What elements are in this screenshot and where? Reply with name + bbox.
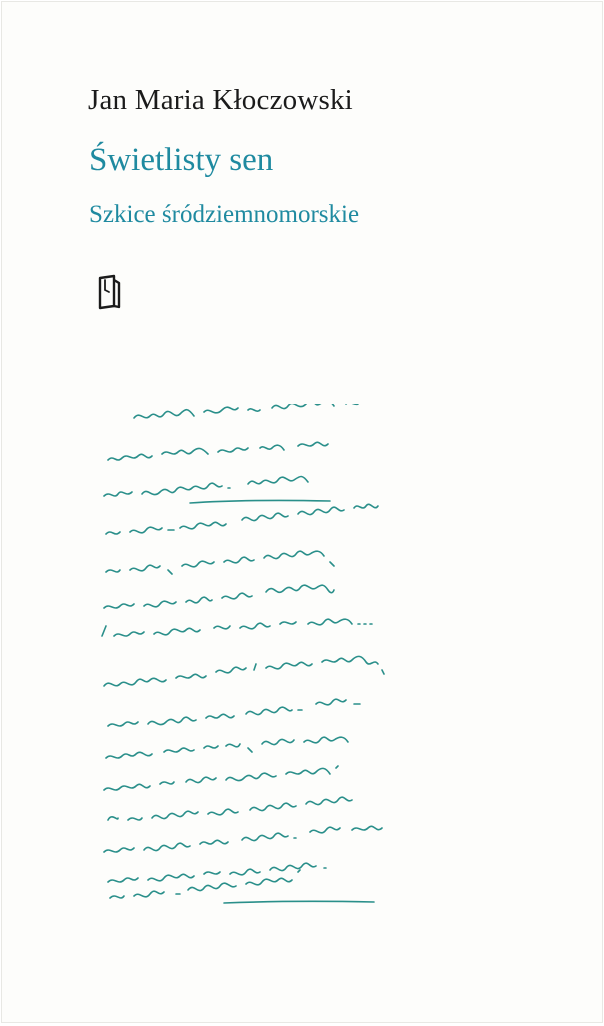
handwriting-line [134,404,358,418]
handwriting-line [104,585,334,608]
handwriting-underline [224,901,374,903]
handwriting-line [102,619,372,636]
handwriting-line [104,656,384,686]
handwriting-line [108,442,328,460]
handwriting-line [104,477,308,497]
handwriting-line [108,699,360,726]
handwriting-line [106,737,348,758]
handwriting-underline [190,500,330,503]
handwriting-line [108,863,326,882]
book-cover [2,2,602,1022]
handwriting-line [104,826,382,852]
handwriting-line [104,766,338,790]
handwritten-manuscript [94,404,474,904]
book-title: Świetlisty sen [89,142,274,178]
handwriting-line [106,551,334,574]
author-name: Jan Maria Kłoczowski [88,84,353,116]
book-door-icon [97,274,121,310]
handwriting-line [108,797,352,820]
handwriting-line [106,504,378,534]
book-subtitle: Szkice śródziemnomorskie [89,201,360,228]
handwriting-line [110,870,300,898]
